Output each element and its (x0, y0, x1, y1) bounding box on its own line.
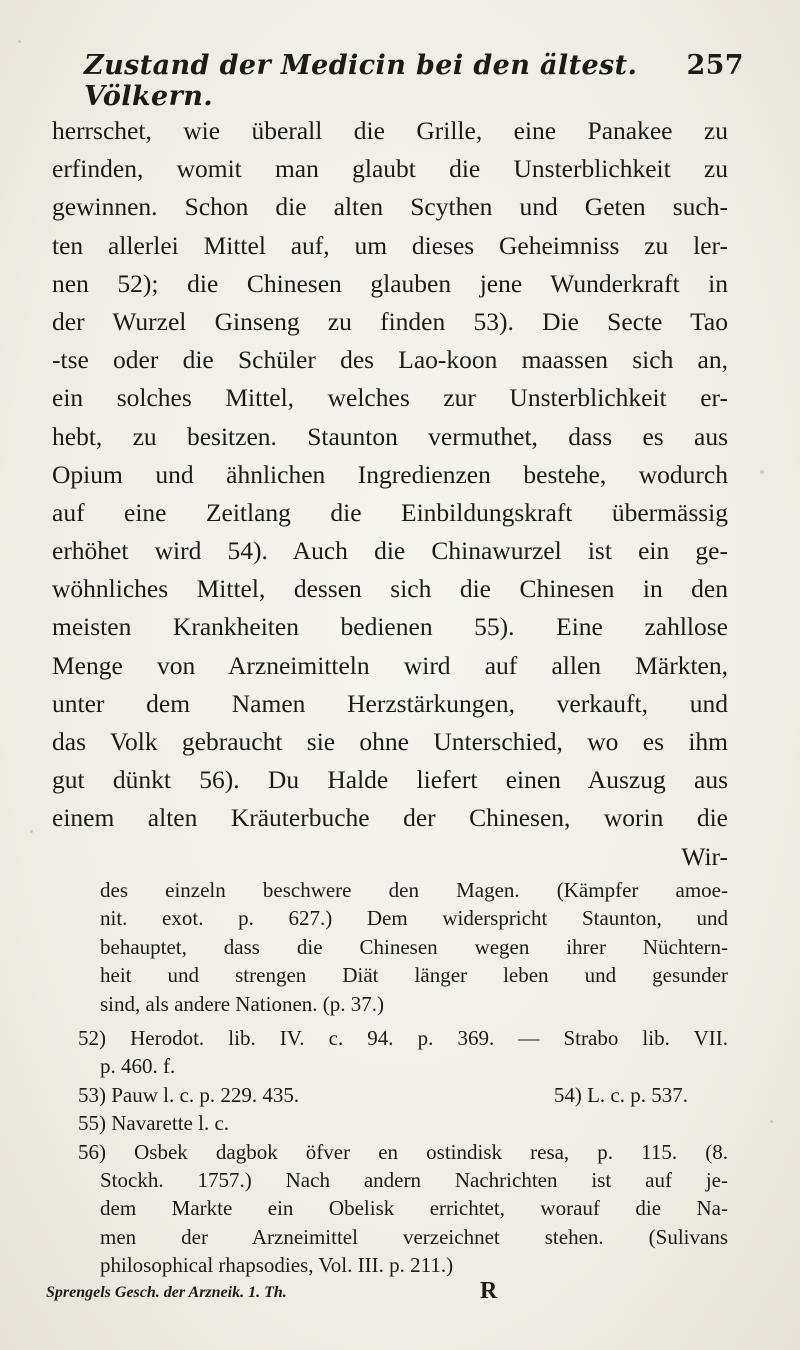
footnote-52: 52) Herodot. lib. IV. c. 94. p. 369. — Strabo lib. VII. (78, 1025, 728, 1050)
signature-text: Sprengels Gesch. der Arzneik. 1. Th. (46, 1284, 287, 1301)
footnote-54: 54) L. c. p. 537. (553, 1082, 688, 1107)
signature-mark: R (480, 1278, 498, 1304)
footnote-56: 56) Osbek dagbok öfver en ostindisk resa, p. 115. (8. (78, 1139, 728, 1164)
text-line: wöhnliches Mittel, dessen sich die Chinesen in den (52, 574, 728, 604)
text-line: erfinden, womit man glaubt die Unsterblichkeit zu (52, 154, 728, 184)
signature-line (46, 1278, 646, 1304)
footnote-56-cont: men der Arzneimittel verzeichnet stehen. (Sulivans (100, 1224, 728, 1249)
paper-speck (18, 40, 21, 43)
footnote-row-53-54 (78, 1081, 728, 1109)
page-number: 257 (686, 50, 744, 81)
text-line: ein solches Mittel, welches zur Unsterblichkeit er- (52, 383, 728, 413)
footnote-52-cont: p. 460. f. (100, 1054, 176, 1079)
text-line: gewinnen. Schon die alten Scythen und Geten such- (52, 192, 728, 222)
text-line: der Wurzel Ginseng zu finden 53). Die Secte Tao (52, 306, 728, 336)
text-line: Menge von Arzneimitteln wird auf allen Märkten, (52, 650, 728, 680)
footnotes (78, 876, 728, 1279)
text-line: nen 52); die Chinesen glauben jene Wunderkraft in (52, 268, 728, 298)
footnote-53: 53) Pauw l. c. p. 229. 435. (78, 1082, 300, 1107)
text-line: gut dünkt 56). Du Halde liefert einen Auszug aus (52, 765, 728, 795)
footnote-continuation-line: des einzeln beschwere den Magen. (Kämpfer amoe- (100, 878, 728, 902)
running-header (84, 50, 744, 112)
main-text (52, 112, 728, 876)
footnote-continuation-line: nit. exot. p. 627.) Dem widerspricht Staunton, und (100, 906, 728, 931)
text-line: Opium und ähnlichen Ingredienzen bestehe, wodurch (52, 459, 728, 489)
footnote-55: 55) Navarette l. c. (78, 1111, 230, 1136)
text-line: einem alten Kräuterbuche der Chinesen, worin die (52, 803, 728, 833)
text-line: erhöhet wird 54). Auch die Chinawurzel ist ein ge- (52, 536, 728, 566)
footnote-56-cont: dem Markte ein Obelisk errichtet, worauf die Na- (100, 1196, 728, 1221)
text-line: herrschet, wie überall die Grille, eine Panakee zu (52, 116, 728, 145)
footnote-continuation-line: heit und strengen Diät länger leben und gesunder (100, 963, 728, 988)
footnote-continuation-line: sind, als andere Nationen. (p. 37.) (100, 991, 385, 1016)
text-line: ten allerlei Mittel auf, um dieses Geheimniss zu ler- (52, 230, 728, 260)
footnote-56-cont: philosophical rhapsodies, Vol. III. p. 211.) (100, 1253, 454, 1278)
paper-speck (760, 470, 764, 474)
paper-speck (30, 830, 33, 833)
footnote-continuation-line: behauptet, dass die Chinesen wegen ihrer Nüchtern- (100, 934, 728, 959)
catchword: Wir- (681, 841, 728, 871)
footnote-56-cont: Stockh. 1757.) Nach andern Nachrichten ist auf je- (100, 1167, 728, 1192)
text-line: auf eine Zeitlang die Einbildungskraft übermässig (52, 497, 728, 527)
text-line: meisten Krankheiten bedienen 55). Eine zahllose (52, 612, 728, 642)
text-line: -tse oder die Schüler des Lao-koon maassen sich an, (52, 345, 728, 375)
text-line: unter dem Namen Herzstärkungen, verkauft, und (52, 688, 728, 718)
paper-speck (770, 1120, 773, 1123)
header-title: Zustand der Medicin bei den ältest. Völkern. (84, 50, 638, 112)
text-line: hebt, zu besitzen. Staunton vermuthet, dass es aus (52, 421, 728, 451)
text-line: das Volk gebraucht sie ohne Unterschied, wo es ihm (52, 727, 728, 756)
